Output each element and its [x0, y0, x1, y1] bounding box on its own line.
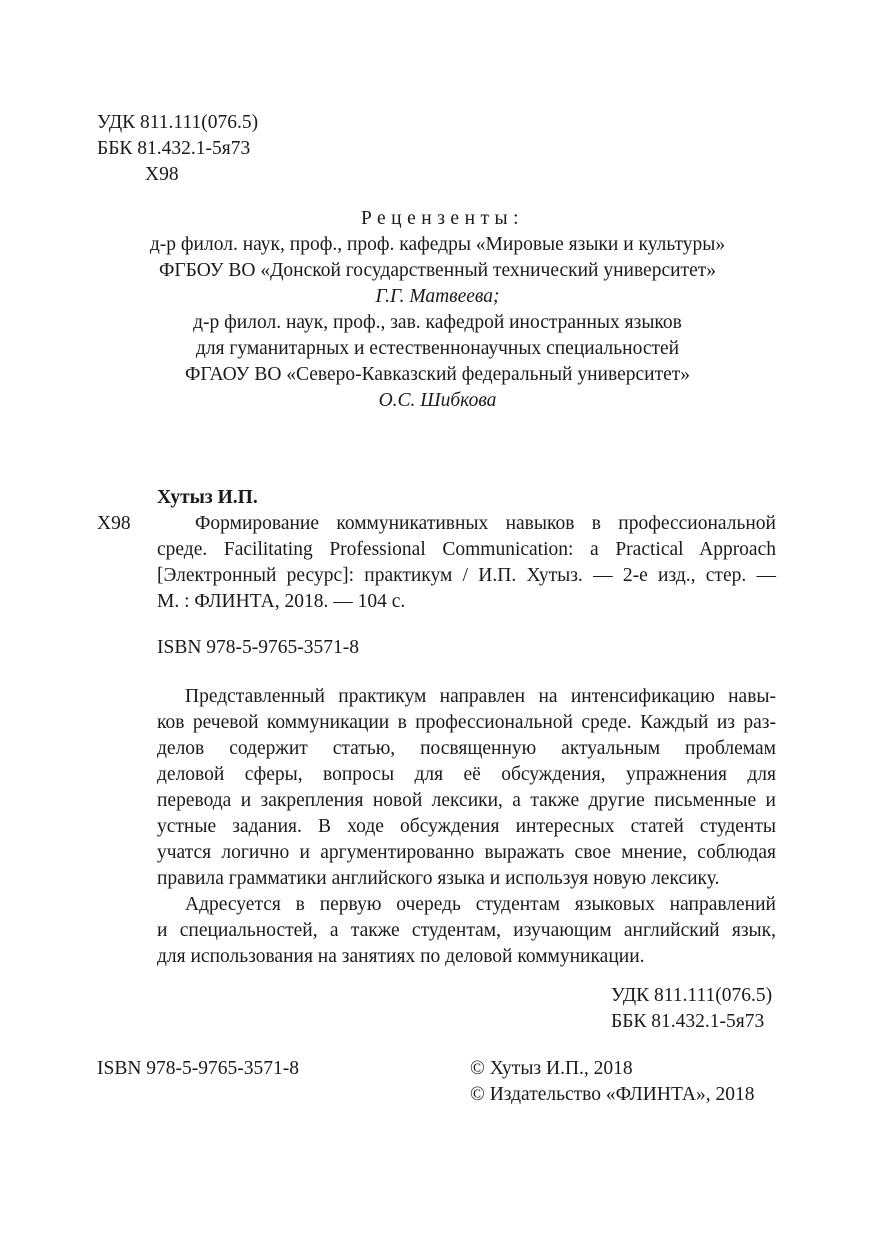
biblio-line: [Электронный ресурс]: практикум / И.П. Хутыз. — 2-е изд., стер. —	[157, 565, 776, 586]
annotation-line: ков речевой коммуникации в профессиональной среде. Каждый из раз-	[157, 712, 776, 733]
classification-codes-top	[97, 110, 258, 188]
reviewer-2-name: О.С. Шибкова	[378, 390, 497, 411]
reviewer-2-department: для гуманитарных и естественнонаучных специальностей	[195, 338, 680, 359]
reviewers-heading: Рецензенты:	[360, 208, 525, 229]
author-mark: Х98	[145, 164, 179, 185]
annotation-line: устные задания. В ходе обсуждения интересных статей студенты	[157, 816, 776, 837]
copyright-block	[470, 1056, 754, 1108]
annotation-line: перевода и закрепления новой лексики, а также другие письменные и	[157, 790, 776, 811]
reviewer-1-position: д-р филол. наук, проф., проф. кафедры «Мировые языки и культуры»	[149, 234, 726, 255]
reviewer-2-institution: ФГАОУ ВО «Северо-Кавказский федеральный университет»	[184, 364, 691, 385]
annotation-line: для использования на занятиях по деловой коммуникации.	[157, 946, 645, 967]
bbk-code: ББК 81.432.1-5я73	[611, 1011, 765, 1032]
biblio-description	[157, 511, 776, 615]
copyright-author: © Хутыз И.П., 2018	[470, 1058, 633, 1079]
biblio-author-mark: Х98	[97, 513, 131, 534]
biblio-author: Хутыз И.П.	[157, 487, 258, 508]
annotation-line: Представленный практикум направлен на интенсификацию навы-	[185, 686, 776, 707]
udk-code: УДК 811.111(076.5)	[97, 112, 259, 133]
annotation-line: делов содержит статью, посвященную актуальным проблемам	[157, 738, 776, 759]
reviewer-1-institution: ФГБОУ ВО «Донской государственный технический университет»	[158, 260, 717, 281]
reviewers-section	[0, 206, 875, 414]
isbn-footer: ISBN 978-5-9765-3571-8	[97, 1058, 300, 1079]
annotation	[157, 684, 776, 970]
annotation-line: и специальностей, а также студентам, изучающим английский язык,	[157, 920, 776, 941]
biblio-line: Формирование коммуникативных навыков в профессиональной	[195, 513, 776, 534]
reviewer-2-position: д-р филол. наук, проф., зав. кафедрой иностранных языков	[193, 312, 682, 333]
reviewer-1-name: Г.Г. Матвеева;	[375, 286, 500, 307]
annotation-line: деловой сферы, вопросы для её обсуждения, упражнения для	[157, 764, 776, 785]
biblio-line: М. : ФЛИНТА, 2018. — 104 с.	[157, 591, 406, 612]
biblio-line: среде. Facilitating Professional Communication: a Practical Approach	[157, 539, 776, 560]
annotation-line: Адресуется в первую очередь студентам языковых направлений	[185, 894, 776, 915]
copyright-publisher: © Издательство «ФЛИНТА», 2018	[470, 1084, 755, 1105]
annotation-line: правила грамматики английского языка и используя новую лексику.	[157, 868, 720, 889]
bbk-code: ББК 81.432.1-5я73	[97, 138, 251, 159]
classification-codes-bottom	[611, 983, 772, 1035]
annotation-line: учатся логично и аргументированно выражать свое мнение, соблюдая	[157, 842, 776, 863]
isbn: ISBN 978-5-9765-3571-8	[157, 637, 360, 658]
udk-code: УДК 811.111(076.5)	[611, 985, 773, 1006]
